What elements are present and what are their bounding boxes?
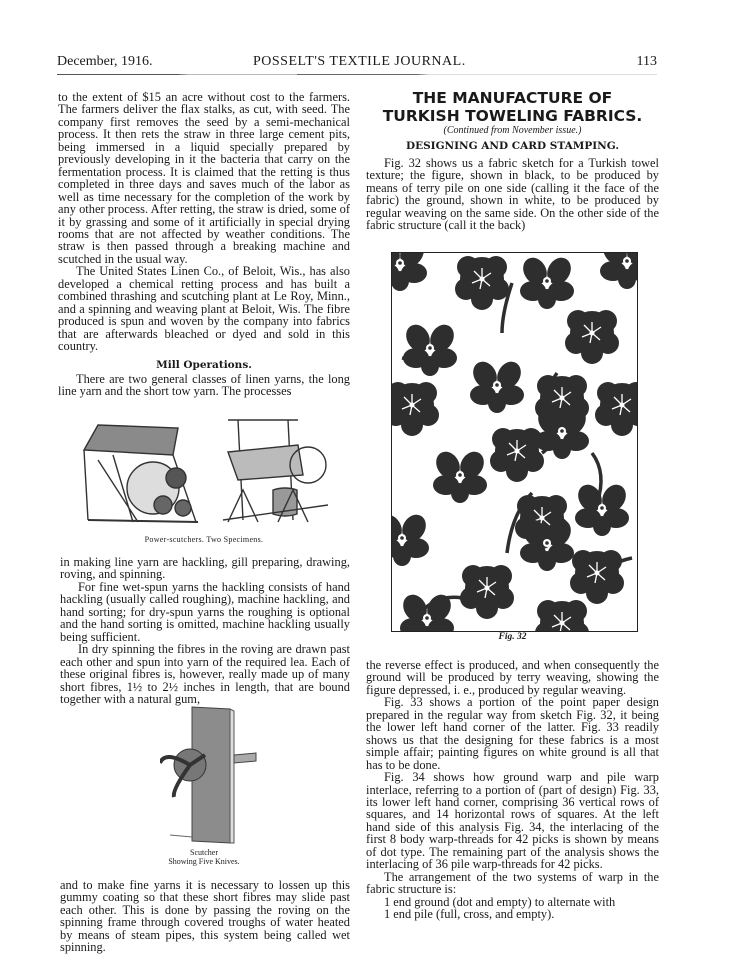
fig-32-floral-pattern bbox=[391, 252, 638, 632]
article-title bbox=[366, 89, 659, 125]
paragraph: For fine wet-spun yarns the hackling consists of hand hackling (usually called roughing), machine hackling, and hand sorting; for dry-spun yarns the roughing is optional and the hand sorting is omitted, machine hackling usually being sufficient. bbox=[60, 579, 350, 644]
paragraph: Fig. 34 shows how ground warp and pile warp interlace, referring to a portion of (part of design) Fig. 33, its lower left hand corner, comprising 36 vertical rows of squares, and 14 horizontal rows of squares. At the left hand side of this analysis Fig. 34, the interlacing of the first 8 body warp-threads for 42 picks is shown by means of dot type. The remaining part of the analysis shows the interlacing of 36 pile warp-threads for 42 picks. bbox=[366, 770, 659, 872]
right-column-body bbox=[366, 659, 659, 921]
subheading-mill-operations: Mill Operations. bbox=[156, 358, 252, 371]
title-line: THE MANUFACTURE OF bbox=[412, 89, 613, 107]
paragraph: and to make fine yarns it is necessary to lossen up this gummy coating so that these short fibres may slide past each other. This is done by passing the roving on the spinning frame through covered troughs of water heated by means of steam pipes, this system being called wet spinning. bbox=[60, 878, 350, 955]
power-scutchers-illustration bbox=[78, 410, 340, 528]
header-rule bbox=[57, 74, 657, 75]
paragraph: Fig. 32 shows us a fabric sketch for a Turkish towel texture; the figure, shown in black, to be produced by means of terry pile on one side (calling it the face of the fabric) the ground, shown in white, to be produced by regular weaving on the same side. On the other side of the fabric structure (call it the back) bbox=[366, 156, 659, 233]
paragraph: to the extent of $15 an acre without cost to the farmers. The farmers deliver the flax stalks, as cut, with seed. The company first removes the seed by a semi-mechanical process. It then rets the straw in three large cement pits, being immersed in a liquid specially prepared by previously developing in it the bacteria that carry on the fermentation process. It is claimed that the retting is thus completed in three days and saves much of the labor as well as time necessary for the completion of the work by any other process. After retting, the straw is dried, some of it by grassing and some of it artificially in special drying rooms that are not affected by weather conditions. The straw is then passed through a breaking machine and scutched in the usual way. bbox=[58, 90, 350, 266]
warp-arrangement-list bbox=[366, 896, 659, 921]
figure-caption-power-scutchers: Power-scutchers. Two Specimens. bbox=[144, 535, 264, 544]
left-column-top bbox=[58, 91, 350, 398]
scutcher-illustration bbox=[160, 705, 260, 847]
left-column-bottom bbox=[60, 879, 350, 954]
caption-line: Scutcher bbox=[190, 848, 218, 857]
fig-32-caption: Fig. 32 bbox=[498, 632, 527, 642]
floral-pattern-image bbox=[392, 253, 637, 631]
paragraph: in making line yarn are hackling, gill preparing, drawing, roving, and spinning. bbox=[60, 555, 350, 582]
section-heading: DESIGNING AND CARD STAMPING. bbox=[405, 140, 620, 152]
right-column-intro bbox=[366, 157, 659, 232]
paragraph: In dry spinning the fibres in the roving are drawn past each other and spun into yarn of the required lea. Each of these original fibres is, however, really made up of many short fibres, 1½ to 2½ inches in length, that are bound together with a natural gum, bbox=[60, 642, 350, 706]
page-header bbox=[57, 50, 657, 72]
paragraph: the reverse effect is produced, and when consequently the ground will be produced by terry weaving, showing the figure depressed, i. e., produced by regular weaving. bbox=[366, 658, 659, 697]
journal-title: POSSELT'S TEXTILE JOURNAL. bbox=[253, 54, 466, 69]
left-column-middle bbox=[60, 556, 350, 705]
continued-note: (Continued from November issue.) bbox=[443, 125, 582, 136]
issue-date: December, 1916. bbox=[57, 54, 153, 69]
figure-caption-scutcher bbox=[58, 848, 350, 866]
list-item: 1 end pile (full, cross, and empty). bbox=[384, 907, 555, 922]
list-item: 1 end ground (dot and empty) to alternate with bbox=[384, 894, 616, 909]
caption-line: Showing Five Knives. bbox=[168, 857, 240, 866]
title-line: TURKISH TOWELING FABRICS. bbox=[382, 107, 643, 125]
paragraph: Fig. 33 shows a portion of the point paper design prepared in the regular way from sketch Fig. 32, it being the lower left hand corner of the latter. Fig. 33 readily shows us that the designing for these fabrics is a most simple affair; painting figures on white ground is all that has to be done. bbox=[366, 695, 659, 772]
paragraph: There are two general classes of linen yarns, the long line yarn and the short tow yarn. The processes bbox=[58, 371, 350, 399]
paragraph: The United States Linen Co., of Beloit, Wis., has also developed a chemical retting process and has built a combined thrashing and scutching plant at Le Roy, Minn., and a spinning and weaving plant at Beloit, Wis. The fibre produced is spun and woven by the company into fabrics that are afterwards bleached or dyed and sold in this country. bbox=[58, 264, 350, 354]
page-number: 113 bbox=[636, 54, 657, 69]
paragraph: The arrangement of the two systems of warp in the fabric structure is: bbox=[366, 869, 659, 897]
